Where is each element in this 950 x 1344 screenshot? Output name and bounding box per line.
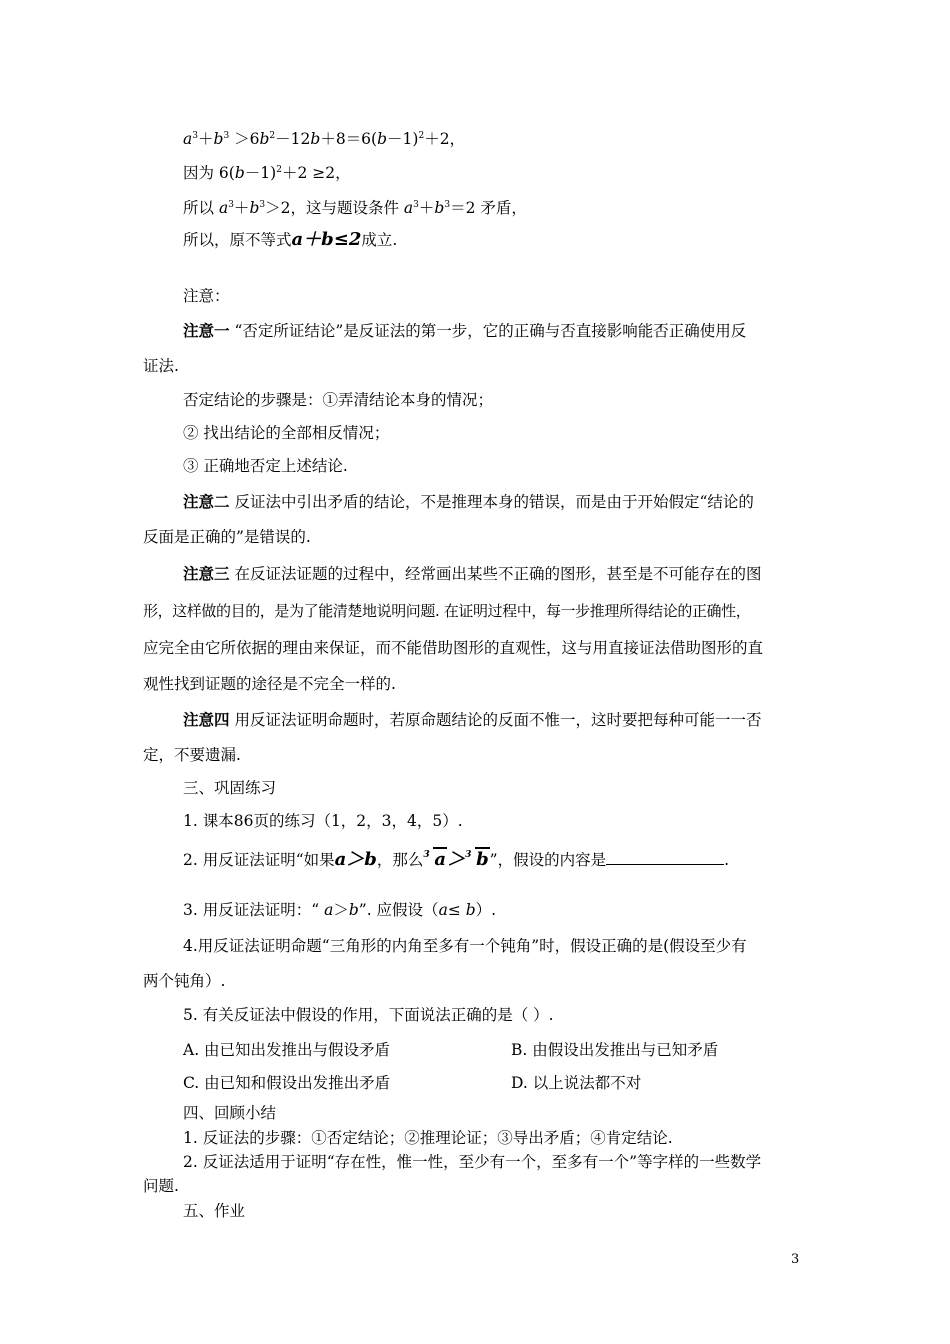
proof-conclusion: 所以，原不等式a＋b≤2成立.: [183, 229, 398, 250]
note-1-label: 注意一: [183, 321, 230, 340]
practice-q5: 5. 有关反证法中假设的作用，下面说法正确的是（ ）.: [183, 1006, 554, 1024]
practice-q3: 3. 用反证法证明：“ a＞b”. 应假设（a≤ b）.: [183, 901, 497, 919]
review-heading: 四、回顾小结: [183, 1104, 277, 1122]
review-item-2-line-1: 2. 反证法适用于证明“存在性，惟一性，至少有一个，至多有一个”等字样的一些数学: [183, 1153, 762, 1171]
note-1-line-1: 注意一 “否定所证结论”是反证法的第一步，它的正确与否直接影响能否正确使用反: [183, 321, 747, 340]
notes-heading: 注意：: [183, 287, 230, 305]
review-item-2-line-2: 问题.: [143, 1177, 179, 1195]
note-3-line-1: 注意三 在反证法证题的过程中，经常画出某些不正确的图形，甚至是不可能存在的图: [183, 564, 762, 583]
note-3-label: 注意三: [183, 564, 230, 583]
option-b: B. 由假设出发推出与已知矛盾: [511, 1041, 719, 1059]
proof-line-3: 所以 $a^3+b^3>2$，这与题设条件 $a^3+b^3=2$ 矛盾，: [183, 199, 527, 218]
option-c: C. 由已知和假设出发推出矛盾: [183, 1074, 391, 1092]
var-a: a: [183, 130, 193, 149]
cube-root-a: 3 a: [423, 849, 447, 870]
note-3-line-3: 应完全由它所依据的理由来保证，而不能借助图形的直观性，这与用直接证法借助图形的直: [143, 639, 764, 657]
note-3-line-2: 形，这样做的目的，是为了能清楚地说明问题. 在证明过程中，每一步推理所得结论的正确性，: [143, 602, 751, 620]
note-2-line-1: 注意二 反证法中引出矛盾的结论，不是推理本身的错误，而是由于开始假定“结论的: [183, 492, 754, 511]
note-1-line-2: 证法.: [143, 357, 179, 375]
cube-root-b: 3 b: [465, 849, 489, 870]
proof-line-1: $a^3+b^3 >6b^2-12b+8=6(b-1)^2+2$，: [183, 130, 466, 149]
option-d: D. 以上说法都不对: [511, 1074, 642, 1092]
steps-intro: 否定结论的步骤是：①弄清结论本身的情况；: [183, 391, 494, 409]
note-3-line-4: 观性找到证题的途径是不完全一样的.: [143, 675, 396, 693]
review-item-1: 1. 反证法的步骤：①否定结论；②推理论证；③导出矛盾；④肯定结论.: [183, 1129, 673, 1147]
practice-heading: 三、巩固练习: [183, 779, 277, 797]
note-4-line-1: 注意四 用反证法证明命题时，若原命题结论的反面不惟一，这时要把每种可能一一否: [183, 710, 762, 729]
note-4-line-2: 定，不要遗漏.: [143, 746, 241, 764]
option-a: A. 由已知出发推出与假设矛盾: [183, 1041, 391, 1059]
answer-blank: [606, 850, 724, 865]
step-2: ② 找出结论的全部相反情况；: [183, 424, 390, 442]
practice-q4-line-2: 两个钝角）.: [143, 972, 226, 990]
note-4-label: 注意四: [183, 710, 230, 729]
homework-heading: 五、作业: [183, 1202, 246, 1220]
practice-q2: 2. 用反证法证明“如果a＞b，那么 3 a＞ 3 b”，假设的内容是 .: [183, 849, 730, 870]
math-a-gt-b: a＞b: [334, 849, 377, 870]
note-2-label: 注意二: [183, 492, 230, 511]
note-2-line-2: 反面是正确的”是错误的.: [143, 528, 311, 546]
proof-line-2: 因为 $6(b-1)^2+2 \ge 2$，: [183, 164, 351, 183]
practice-q1: 1. 课本86页的练习（1，2，3，4，5）.: [183, 812, 463, 830]
practice-q4-line-1: 4.用反证法证明命题“三角形的内角至多有一个钝角”时，假设正确的是(假设至少有: [183, 937, 747, 955]
math-a-plus-b-leq-2: a＋b≤2: [291, 229, 362, 250]
page-number: 3: [791, 1252, 800, 1267]
step-3: ③ 正确地否定上述结论.: [183, 457, 348, 475]
